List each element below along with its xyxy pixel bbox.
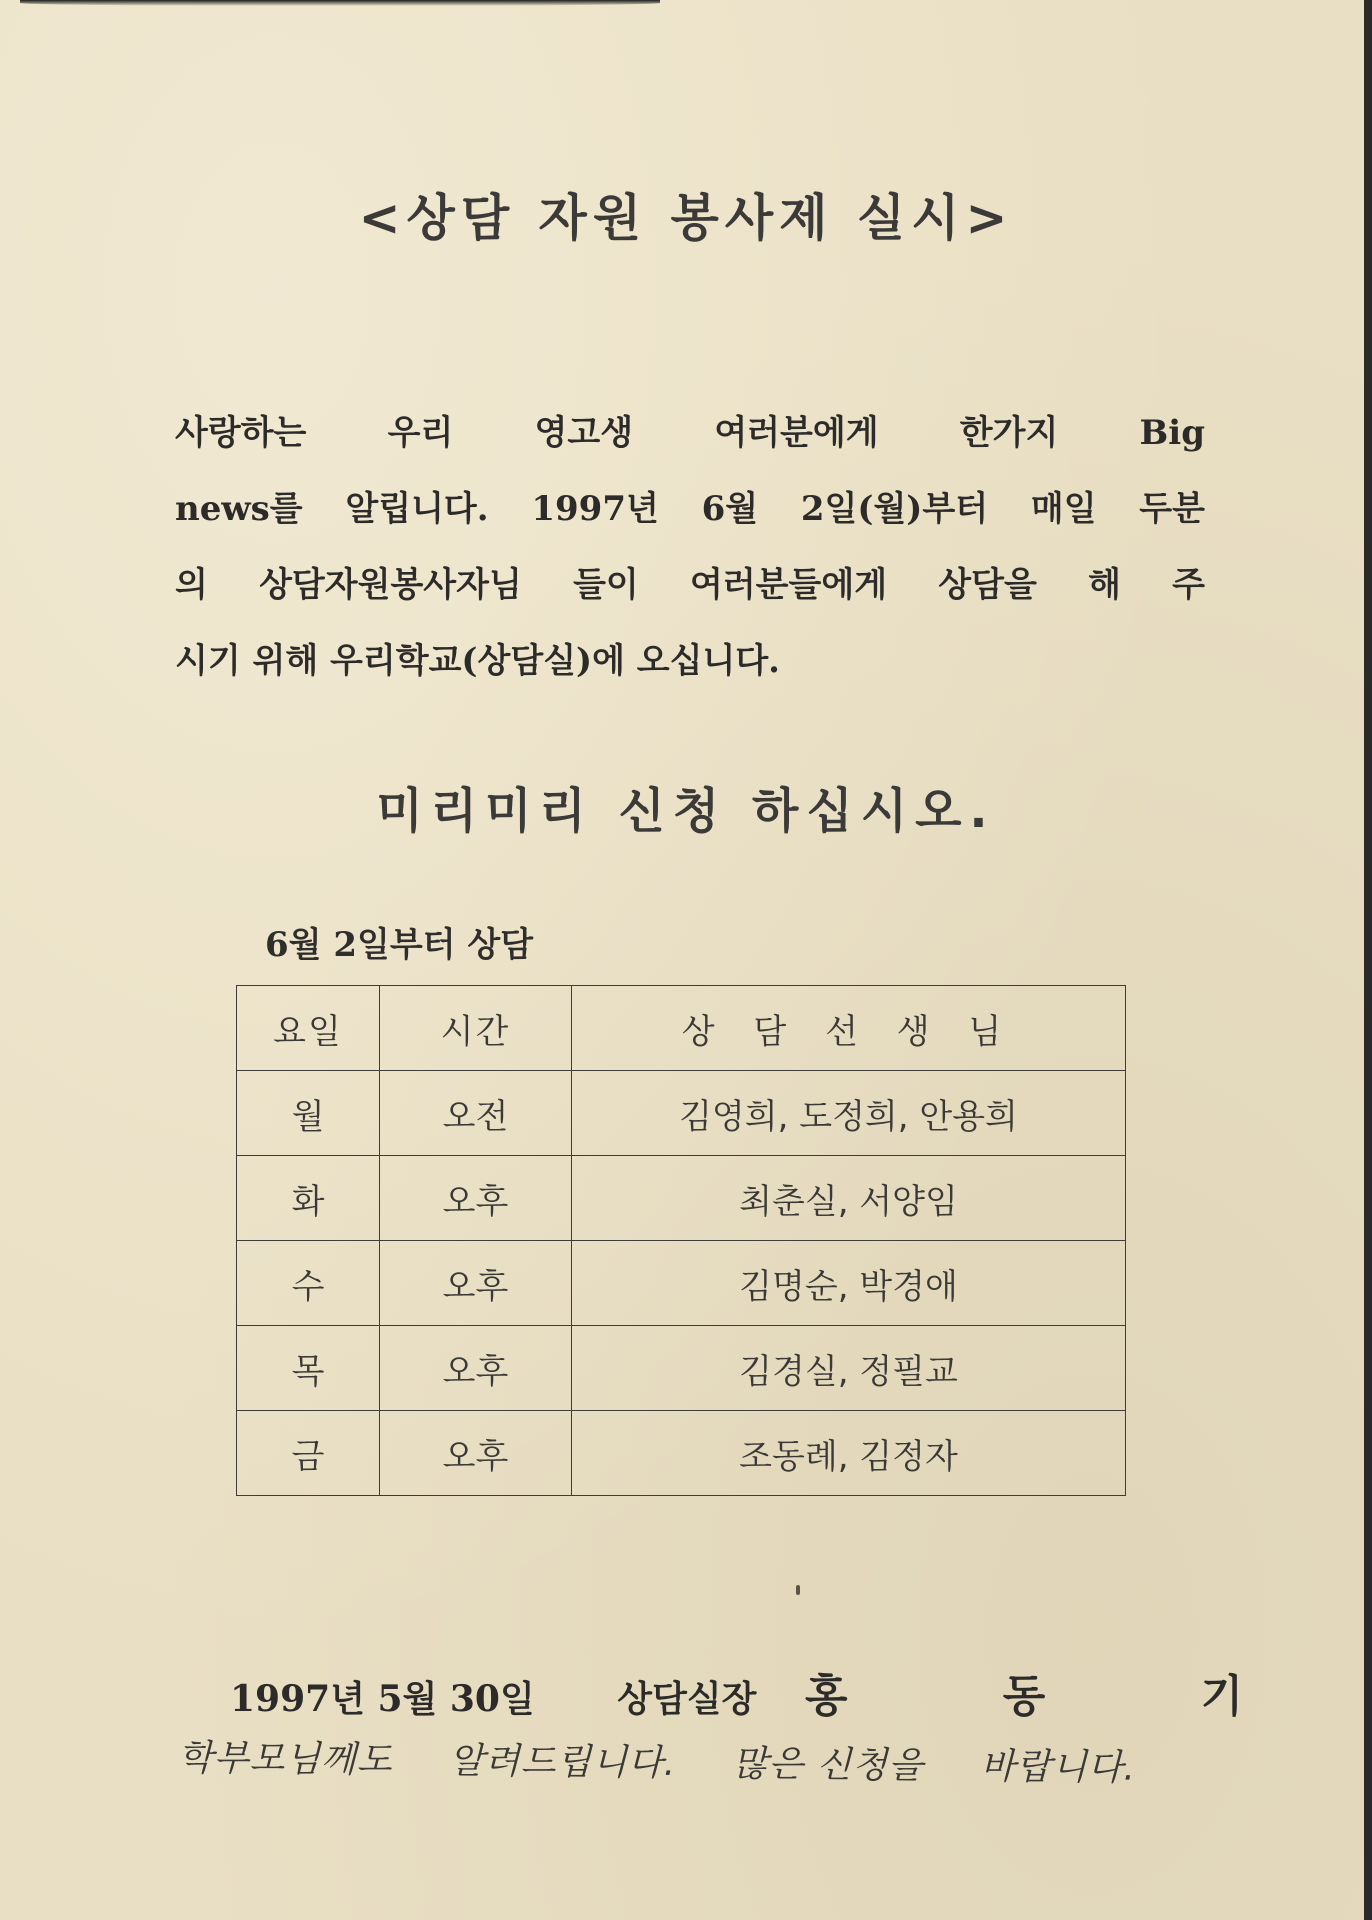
cell-time: 오후 bbox=[380, 1241, 572, 1326]
handwritten-phrase: 바랍니다. bbox=[980, 1746, 1137, 1789]
intro-line: 의 상담자원봉사자님 들이 여러분들에게 상담을 해 주 bbox=[175, 565, 1205, 605]
cell-teachers: 김명순, 박경애 bbox=[572, 1241, 1126, 1326]
call-to-action: 미리미리 신청 하십시오. bbox=[376, 783, 996, 839]
table-row bbox=[237, 1156, 1126, 1241]
handwritten-phrase: 알려드립니다. bbox=[448, 1740, 677, 1784]
cell-day: 목 bbox=[237, 1326, 380, 1411]
cell-day: 수 bbox=[237, 1241, 380, 1326]
cell-day: 금 bbox=[237, 1411, 380, 1496]
table-row bbox=[237, 1241, 1126, 1326]
intro-line: 시기 위해 우리학교(상담실)에 오십니다. bbox=[175, 641, 781, 681]
table-row bbox=[237, 1326, 1126, 1411]
cell-day: 월 bbox=[237, 1071, 380, 1156]
table-row bbox=[237, 1071, 1126, 1156]
signature-date: 1997년 5월 30일 bbox=[230, 1678, 535, 1720]
schedule-table bbox=[236, 985, 1126, 1496]
cell-teachers: 조동례, 김정자 bbox=[572, 1411, 1126, 1496]
header-time: 시간 bbox=[380, 986, 572, 1071]
notice-title: <상담 자원 봉사제 실시> bbox=[358, 189, 1014, 247]
signature-line bbox=[230, 1660, 1313, 1724]
cell-teachers: 김경실, 정필교 bbox=[572, 1326, 1126, 1411]
intro-paragraph bbox=[175, 395, 1205, 699]
scan-edge-shadow bbox=[20, 0, 660, 6]
cell-teachers: 김영희, 도정희, 안용희 bbox=[572, 1071, 1126, 1156]
handwritten-phrase: 많은 신청을 bbox=[732, 1743, 925, 1787]
table-header-row bbox=[237, 986, 1126, 1071]
cell-teachers: 최춘실, 서양임 bbox=[572, 1156, 1126, 1241]
signature-name: 홍 동 기 bbox=[804, 1671, 1314, 1722]
header-teachers: 상 담 선 생 님 bbox=[572, 986, 1126, 1071]
table-row bbox=[237, 1411, 1126, 1496]
ink-speck bbox=[796, 1585, 800, 1595]
schedule-caption: 6월 2일부터 상담 bbox=[265, 925, 534, 965]
cell-time: 오후 bbox=[380, 1326, 572, 1411]
page-right-edge bbox=[1364, 0, 1372, 1920]
intro-line: 사랑하는 우리 영고생 여러분에게 한가지 Big bbox=[175, 413, 1205, 453]
cell-time: 오후 bbox=[380, 1411, 572, 1496]
cell-time: 오후 bbox=[380, 1156, 572, 1241]
cell-time: 오전 bbox=[380, 1071, 572, 1156]
handwritten-note bbox=[178, 1730, 1180, 1791]
intro-line: news를 알립니다. 1997년 6월 2일(월)부터 매일 두분 bbox=[175, 489, 1205, 529]
cell-day: 화 bbox=[237, 1156, 380, 1241]
handwritten-phrase: 학부모님께도 bbox=[177, 1737, 393, 1782]
signature-role: 상담실장 bbox=[617, 1679, 757, 1720]
header-day: 요일 bbox=[237, 986, 380, 1071]
